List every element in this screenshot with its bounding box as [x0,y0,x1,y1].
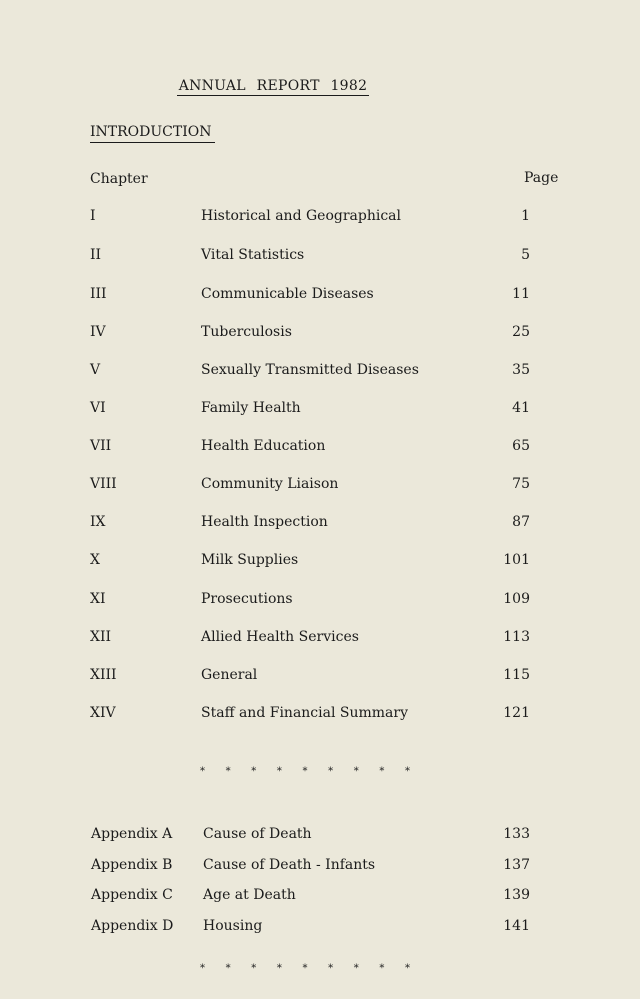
appendix-title: Age at Death [203,887,296,903]
star-glyph: * [405,766,410,777]
toc-chapter-number: IX [90,514,106,530]
star-glyph: * [353,963,359,974]
toc-row [0,629,640,649]
toc-page-number: 109 [503,591,530,607]
toc-chapter-number: III [90,286,107,302]
star-glyph: * [379,963,385,974]
toc-chapter-title: Vital Statistics [201,247,305,263]
appendix-page-number: 137 [503,857,530,873]
separator-stars-top [200,766,410,777]
star-glyph: * [276,963,282,974]
star-glyph: * [225,963,231,974]
toc-chapter-number: IV [90,324,106,340]
star-glyph: * [200,766,205,777]
appendix-title: Cause of Death [203,826,312,842]
appendix-label: Appendix A [91,826,173,842]
toc-chapter-number: II [90,247,102,263]
appendix-label: Appendix B [91,857,173,873]
toc-chapter-title: Communicable Diseases [201,286,374,302]
star-glyph: * [251,963,257,974]
toc-row [0,286,640,306]
appendix-row [0,826,640,846]
toc-chapter-number: V [90,362,101,378]
toc-chapter-title: Health Education [201,438,326,454]
toc-row [0,400,640,420]
toc-chapter-number: X [90,552,100,568]
toc-row [0,438,640,458]
toc-page-number: 101 [503,552,530,568]
toc-chapter-number: XII [90,629,112,645]
toc-chapter-number: VI [90,400,106,416]
toc-chapter-title: General [201,667,258,683]
chapter-column-header: Chapter [90,171,148,187]
toc-chapter-number: XIII [90,667,117,683]
report-title: ANNUAL REPORT 1982 [178,78,368,94]
appendix-page-number: 133 [503,826,530,842]
toc-chapter-title: Health Inspection [201,514,328,530]
star-glyph: * [328,963,334,974]
star-glyph: * [328,766,334,777]
toc-page-number: 25 [512,324,530,340]
toc-page-number: 5 [521,247,530,263]
toc-row [0,247,640,267]
appendix-title: Cause of Death - Infants [203,857,376,873]
toc-row [0,476,640,496]
appendix-label: Appendix C [91,887,173,903]
toc-row [0,552,640,572]
toc-chapter-number: VIII [90,476,117,492]
toc-chapter-number: VII [90,438,112,454]
toc-row [0,324,640,344]
toc-page-number: 87 [512,514,530,530]
toc-page-number: 35 [512,362,530,378]
toc-page-number: 115 [503,667,530,683]
appendix-row [0,857,640,877]
toc-row [0,208,640,228]
toc-page-number: 121 [503,705,530,721]
appendix-title: Housing [203,918,263,934]
appendix-label: Appendix D [91,918,174,934]
toc-page-number: 113 [503,629,530,645]
toc-page-number: 11 [512,286,530,302]
toc-page-number: 1 [521,208,530,224]
toc-chapter-title: Prosecutions [201,591,293,607]
star-glyph: * [200,963,205,974]
toc-chapter-number: I [90,208,96,224]
toc-chapter-number: XI [90,591,106,607]
toc-chapter-title: Family Health [201,400,301,416]
star-glyph: * [251,766,257,777]
toc-chapter-number: XIV [90,705,116,721]
star-glyph: * [379,766,385,777]
toc-chapter-title: Allied Health Services [201,629,359,645]
toc-chapter-title: Community Liaison [201,476,339,492]
toc-page-number: 41 [512,400,530,416]
toc-row [0,514,640,534]
section-heading: INTRODUCTION [90,124,215,140]
toc-row [0,362,640,382]
star-glyph: * [302,766,308,777]
appendix-page-number: 139 [503,887,530,903]
star-glyph: * [405,963,410,974]
separator-stars-bottom [200,963,410,974]
toc-chapter-title: Staff and Financial Summary [201,705,409,721]
toc-row [0,591,640,611]
toc-page-number: 65 [512,438,530,454]
toc-page-number: 75 [512,476,530,492]
toc-chapter-title: Tuberculosis [201,324,292,340]
toc-chapter-title: Historical and Geographical [201,208,402,224]
appendix-page-number: 141 [503,918,530,934]
star-glyph: * [225,766,231,777]
star-glyph: * [302,963,308,974]
toc-chapter-title: Milk Supplies [201,552,299,568]
star-glyph: * [353,766,359,777]
toc-row [0,667,640,687]
appendix-row [0,918,640,938]
toc-row [0,705,640,725]
toc-chapter-title: Sexually Transmitted Diseases [201,362,419,378]
appendix-row [0,887,640,907]
page-column-header: Page [524,170,559,186]
star-glyph: * [276,766,282,777]
